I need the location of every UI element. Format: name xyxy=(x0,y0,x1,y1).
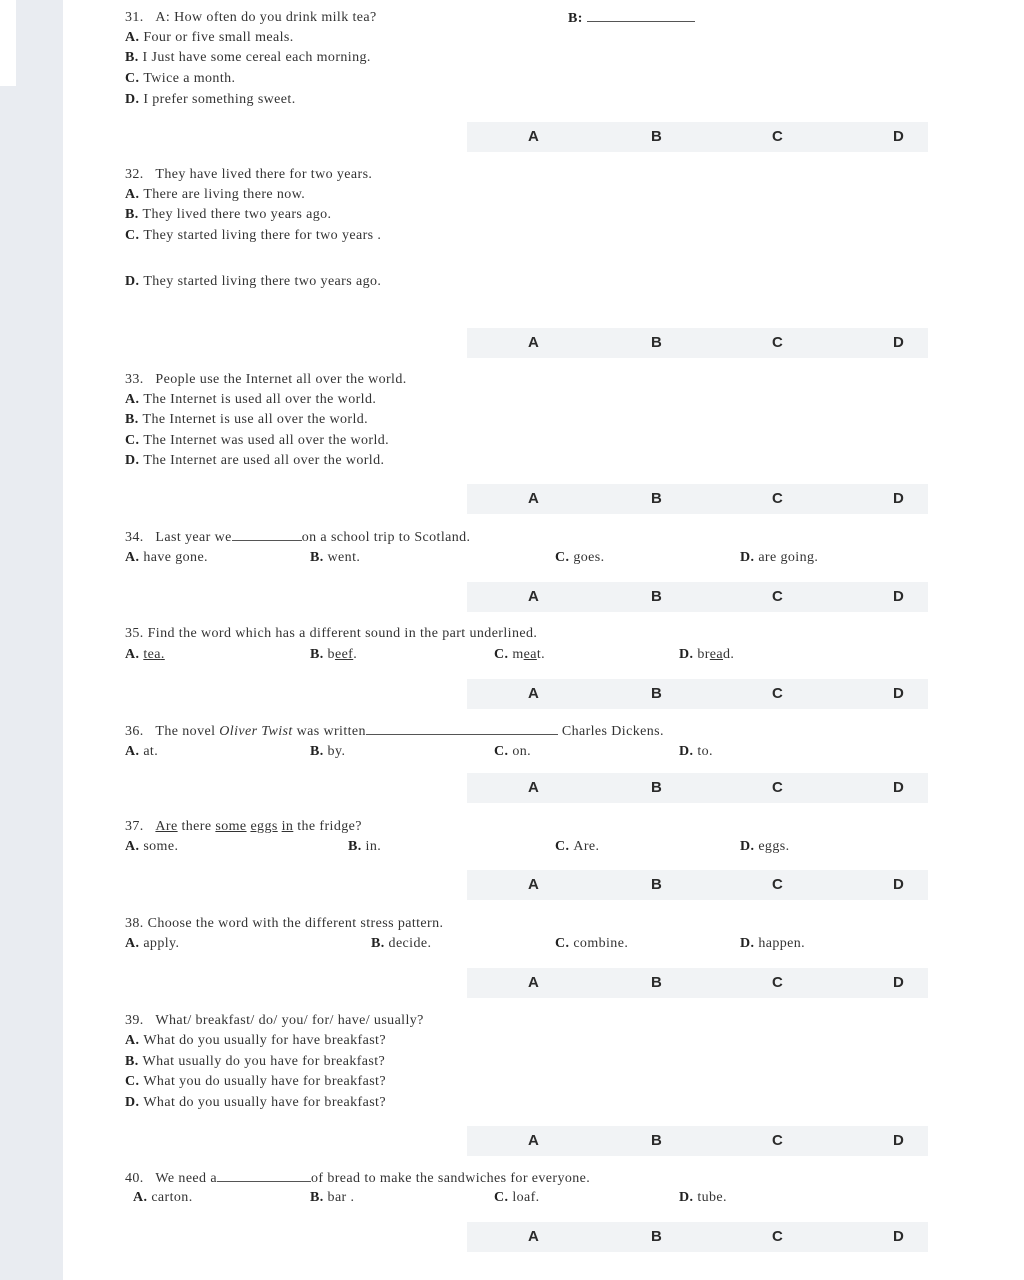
q35-answer-a[interactable]: A xyxy=(528,685,539,702)
q36-option-c: C. on. xyxy=(494,744,532,759)
q32-answer-c[interactable]: C xyxy=(772,334,783,351)
q31-option-c: C. Twice a month. xyxy=(125,71,236,86)
q35-answer-d[interactable]: D xyxy=(893,685,904,702)
q32-answer-a[interactable]: A xyxy=(528,334,539,351)
q36-answer-bar xyxy=(467,773,928,803)
q39-answer-a[interactable]: A xyxy=(528,1132,539,1149)
q38-answer-d[interactable]: D xyxy=(893,974,904,991)
q34-option-c: C. goes. xyxy=(555,550,605,565)
q31-stem: 31. A: How often do you drink milk tea? xyxy=(125,10,377,25)
q34-answer-bar xyxy=(467,582,928,612)
q36-option-d: D. to. xyxy=(679,744,713,759)
q37-answer-bar xyxy=(467,870,928,900)
q36-answer-c[interactable]: C xyxy=(772,779,783,796)
q36-answer-b[interactable]: B xyxy=(651,779,662,796)
q37-option-c: C. Are. xyxy=(555,839,600,854)
q39-option-b: B. What usually do you have for breakfast? xyxy=(125,1054,386,1069)
q34-answer-d[interactable]: D xyxy=(893,588,904,605)
q37-option-b: B. in. xyxy=(348,839,382,854)
q35-answer-c[interactable]: C xyxy=(772,685,783,702)
q35-option-a: A. tea. xyxy=(125,647,165,662)
q37-answer-a[interactable]: A xyxy=(528,876,539,893)
q35-option-c: C. meat. xyxy=(494,647,546,662)
q32-option-a: A. There are living there now. xyxy=(125,187,306,202)
q31-option-d: D. I prefer something sweet. xyxy=(125,92,296,107)
q37-option-a: A. some. xyxy=(125,839,179,854)
q39-option-a: A. What do you usually for have breakfast? xyxy=(125,1033,386,1048)
q40-option-a: A. carton. xyxy=(133,1190,193,1205)
q31-answer-bar xyxy=(467,122,928,152)
q37-stem: 37. Are there some eggs in the fridge? xyxy=(125,819,362,834)
q37-answer-b[interactable]: B xyxy=(651,876,662,893)
q35-option-b: B. beef. xyxy=(310,647,358,662)
q40-answer-b[interactable]: B xyxy=(651,1228,662,1245)
q39-answer-c[interactable]: C xyxy=(772,1132,783,1149)
q35-answer-b[interactable]: B xyxy=(651,685,662,702)
q36-answer-a[interactable]: A xyxy=(528,779,539,796)
q34-option-a: A. have gone. xyxy=(125,550,208,565)
q38-option-a: A. apply. xyxy=(125,936,180,951)
left-sidebar-strip xyxy=(0,0,63,1280)
q39-option-c: C. What you do usually have for breakfast? xyxy=(125,1074,386,1089)
q33-option-d: D. The Internet are used all over the world. xyxy=(125,453,385,468)
q39-option-d: D. What do you usually have for breakfast? xyxy=(125,1095,386,1110)
q31-reply: B: xyxy=(568,9,695,28)
q36-stem: 36. The novel Oliver Twist was written Charles Dickens. xyxy=(125,724,664,739)
q34-answer-a[interactable]: A xyxy=(528,588,539,605)
q34-answer-c[interactable]: C xyxy=(772,588,783,605)
q33-option-a: A. The Internet is used all over the world. xyxy=(125,392,377,407)
q32-answer-d[interactable]: D xyxy=(893,334,904,351)
q32-option-d: D. They started living there two years ago. xyxy=(125,274,382,289)
q35-stem: 35. Find the word which has a different sound in the part underlined. xyxy=(125,626,538,641)
q33-stem: 33. People use the Internet all over the world. xyxy=(125,372,407,387)
q40-option-b: B. bar . xyxy=(310,1190,355,1205)
q36-option-b: B. by. xyxy=(310,744,346,759)
q32-answer-b[interactable]: B xyxy=(651,334,662,351)
q38-option-b: B. decide. xyxy=(371,936,432,951)
q36-option-a: A. at. xyxy=(125,744,159,759)
q39-answer-b[interactable]: B xyxy=(651,1132,662,1149)
q33-answer-a[interactable]: A xyxy=(528,490,539,507)
q39-stem: 39. What/ breakfast/ do/ you/ for/ have/ usually? xyxy=(125,1013,424,1028)
q40-answer-d[interactable]: D xyxy=(893,1228,904,1245)
q36-blank xyxy=(366,722,558,735)
q39-answer-d[interactable]: D xyxy=(893,1132,904,1149)
q38-answer-a[interactable]: A xyxy=(528,974,539,991)
q40-answer-c[interactable]: C xyxy=(772,1228,783,1245)
q34-stem: 34. Last year we on a school trip to Scotland. xyxy=(125,530,471,545)
q34-option-b: B. went. xyxy=(310,550,361,565)
q31-answer-c[interactable]: C xyxy=(772,128,783,145)
q38-answer-c[interactable]: C xyxy=(772,974,783,991)
q32-option-b: B. They lived there two years ago. xyxy=(125,207,332,222)
q40-blank xyxy=(217,1169,311,1182)
q35-answer-bar xyxy=(467,679,928,709)
q38-option-d: D. happen. xyxy=(740,936,806,951)
q37-answer-d[interactable]: D xyxy=(893,876,904,893)
q38-answer-bar xyxy=(467,968,928,998)
q33-answer-d[interactable]: D xyxy=(893,490,904,507)
q37-answer-c[interactable]: C xyxy=(772,876,783,893)
q31-answer-d[interactable]: D xyxy=(893,128,904,145)
q34-blank xyxy=(232,528,302,541)
q32-stem: 32. They have lived there for two years. xyxy=(125,167,373,182)
q31-option-b: B. I Just have some cereal each morning. xyxy=(125,50,371,65)
q40-option-d: D. tube. xyxy=(679,1190,727,1205)
q31-blank xyxy=(587,9,695,22)
q34-option-d: D. are going. xyxy=(740,550,819,565)
q33-answer-c[interactable]: C xyxy=(772,490,783,507)
q31-answer-a[interactable]: A xyxy=(528,128,539,145)
q31-option-a: A. Four or five small meals. xyxy=(125,30,294,45)
q38-stem: 38. Choose the word with the different stress pattern. xyxy=(125,916,444,931)
q35-option-d: D. bread. xyxy=(679,647,735,662)
q32-answer-bar xyxy=(467,328,928,358)
q33-answer-bar xyxy=(467,484,928,514)
q40-stem: 40. We need a of bread to make the sandwiches for everyone. xyxy=(125,1171,591,1186)
q33-answer-b[interactable]: B xyxy=(651,490,662,507)
q34-answer-b[interactable]: B xyxy=(651,588,662,605)
q39-answer-bar xyxy=(467,1126,928,1156)
q37-option-d: D. eggs. xyxy=(740,839,790,854)
q40-answer-a[interactable]: A xyxy=(528,1228,539,1245)
q36-answer-d[interactable]: D xyxy=(893,779,904,796)
sidebar-notch xyxy=(0,0,16,86)
q38-answer-b[interactable]: B xyxy=(651,974,662,991)
q40-option-c: C. loaf. xyxy=(494,1190,540,1205)
q31-answer-b[interactable]: B xyxy=(651,128,662,145)
q33-option-b: B. The Internet is use all over the world. xyxy=(125,412,369,427)
q38-option-c: C. combine. xyxy=(555,936,629,951)
q40-answer-bar xyxy=(467,1222,928,1252)
q32-option-c: C. They started living there for two years . xyxy=(125,228,382,243)
q33-option-c: C. The Internet was used all over the world. xyxy=(125,433,390,448)
